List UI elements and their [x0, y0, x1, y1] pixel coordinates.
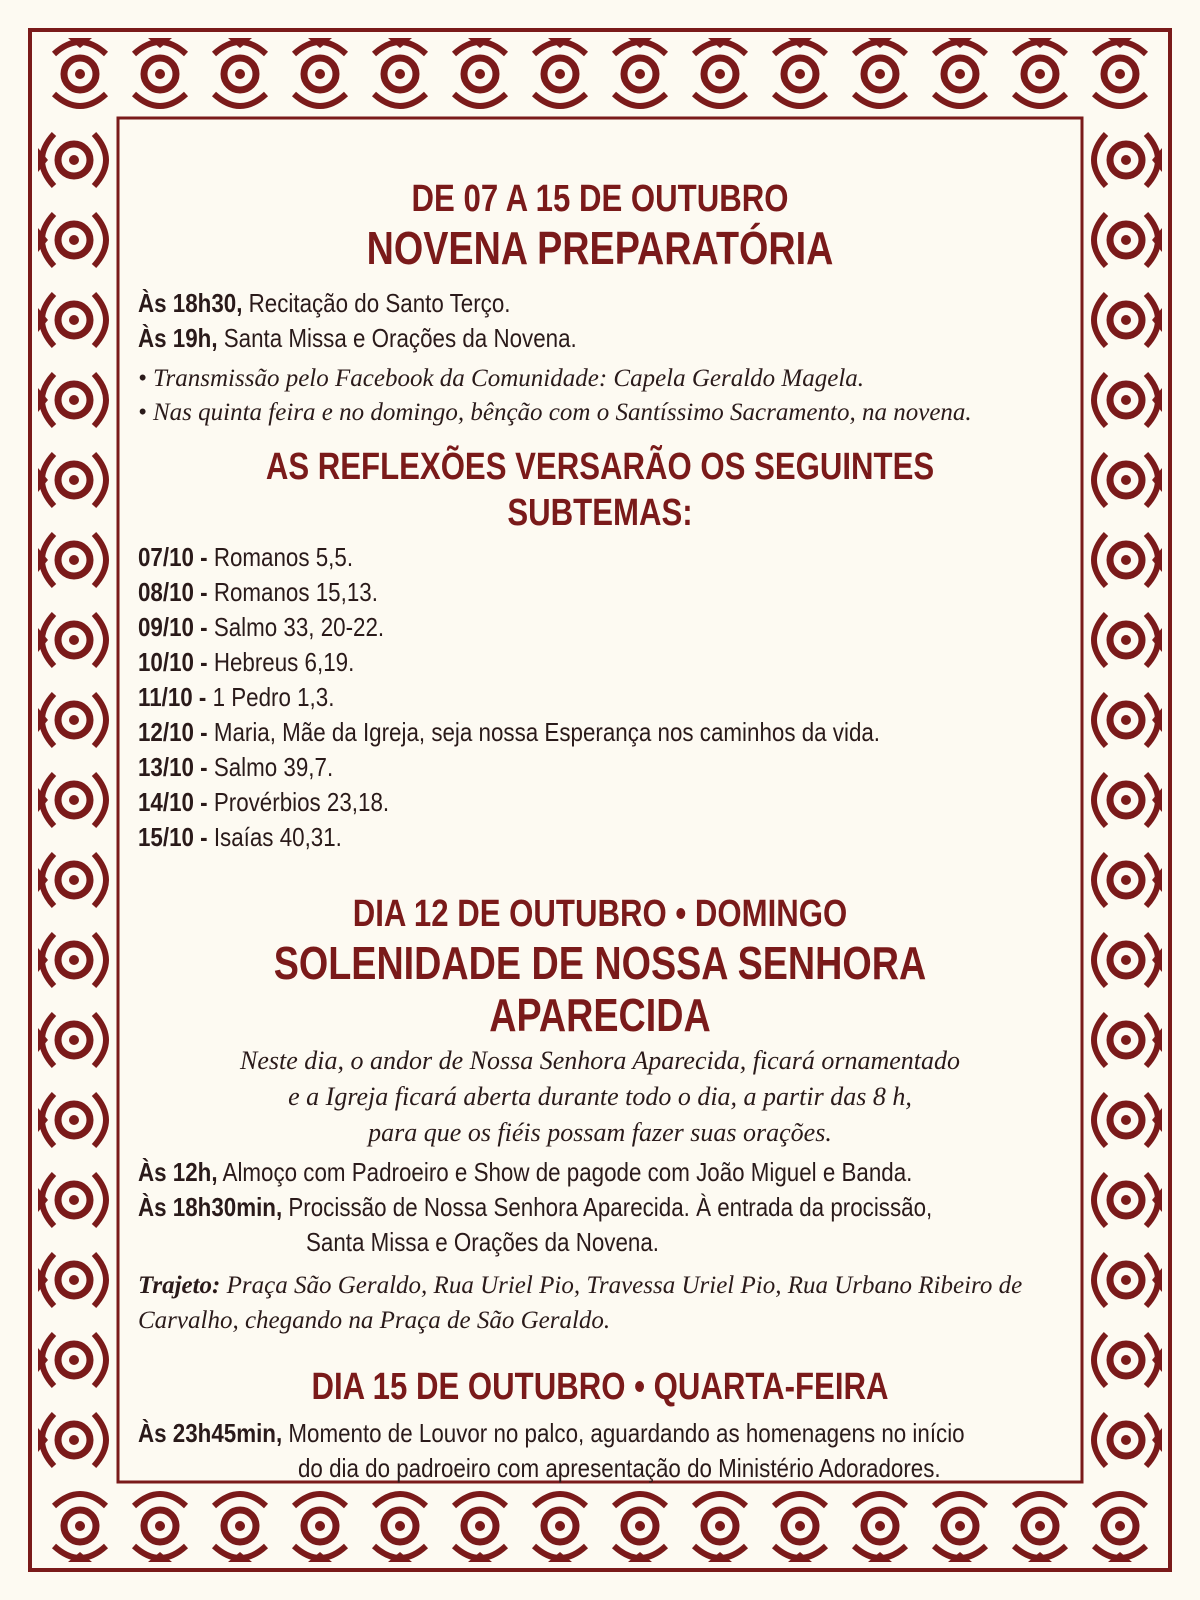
ornament-icon: [134, 1494, 186, 1562]
ornament-icon: [38, 1414, 106, 1466]
event-item-cont: Santa Missa e Orações da Novena.: [306, 1227, 659, 1257]
ornament-icon: [1094, 1494, 1146, 1562]
ornament-icon: [1094, 1094, 1162, 1146]
trajeto: Trajeto: Praça São Geraldo, Rua Uriel Pio, Travessa Uriel Pio, Rua Urbano Ribeiro de: [138, 1272, 1023, 1299]
description-line: para que os fiéis possam fazer suas orações.: [368, 1118, 832, 1147]
list-item: 09/10 - Salmo 33, 20-22.: [138, 612, 385, 642]
ornament-icon: [134, 38, 186, 106]
ornament-icon: [1094, 774, 1162, 826]
ornament-icon: [214, 1494, 266, 1562]
trajeto-cont: Carvalho, chegando na Praça de São Geraldo.: [138, 1307, 611, 1334]
ornament-icon: [1094, 454, 1162, 506]
list-item: 08/10 - Romanos 15,13.: [138, 577, 378, 607]
ornament-icon: [294, 1494, 346, 1562]
ornament-icon: [694, 1494, 746, 1562]
ornament-icon: [774, 38, 826, 106]
ornament-icon: [1094, 1414, 1162, 1466]
ornament-icon: [1094, 694, 1162, 746]
ornament-icon: [1094, 214, 1162, 266]
time-label: Às 18h30,: [138, 288, 243, 318]
list-item: 15/10 - Isaías 40,31.: [138, 822, 342, 852]
ornament-icon: [38, 774, 106, 826]
ornament-icon: [38, 294, 106, 346]
description-line: e a Igreja ficará aberta durante todo o dia, a partir das 8 h,: [288, 1082, 912, 1111]
ornament-icon: [38, 854, 106, 906]
ornament-icon: [54, 1494, 106, 1562]
ornament-icon: [54, 38, 106, 106]
ornament-icon: [38, 934, 106, 986]
ornament-icon: [38, 694, 106, 746]
ornament-icon: [1094, 934, 1162, 986]
ornament-icon: [614, 38, 666, 106]
novena-dates: DE 07 A 15 DE OUTUBRO: [411, 178, 789, 220]
ornament-icon: [694, 38, 746, 106]
ornament-icon: [1094, 854, 1162, 906]
event-item-cont: do dia do padroeiro com apresentação do Ministério Adoradores.: [298, 1453, 941, 1483]
ornament-icon: [38, 1254, 106, 1306]
ornament-icon: [774, 1494, 826, 1562]
list-item: 10/10 - Hebreus 6,19.: [138, 647, 355, 677]
ornament-icon: [1094, 1014, 1162, 1066]
ornament-icon: [534, 38, 586, 106]
reflexoes-list: [138, 540, 1062, 855]
ornament-icon: [294, 38, 346, 106]
ornament-icon: [38, 534, 106, 586]
ornament-icon: [38, 1094, 106, 1146]
ornament-icon: [1094, 1254, 1162, 1306]
ornament-icon: [1094, 1334, 1162, 1386]
novena-title: NOVENA PREPARATÓRIA: [366, 222, 834, 274]
ornament-icon: [38, 1174, 106, 1226]
ornament-icon: [534, 1494, 586, 1562]
list-item: 12/10 - Maria, Mãe da Igreja, seja nossa Esperança nos caminhos da vida.: [138, 717, 881, 747]
list-item: 11/10 - 1 Pedro 1,3.: [138, 682, 335, 712]
ornament-icon: [1094, 534, 1162, 586]
description-line: Neste dia, o andor de Nossa Senhora Aparecida, ficará ornamentado: [239, 1046, 960, 1075]
ornament-icon: [454, 1494, 506, 1562]
ornament-icon: [614, 1494, 666, 1562]
ornament-icon: [38, 374, 106, 426]
ornament-icon: [38, 134, 106, 186]
ornament-icon: [454, 38, 506, 106]
note: • Transmissão pelo Facebook da Comunidade: Capela Geraldo Magela.: [138, 365, 865, 392]
list-item: 07/10 - Romanos 5,5.: [138, 542, 354, 572]
ornament-icon: [854, 1494, 906, 1562]
novena-item: Às 19h, Santa Missa e Orações da Novena.: [138, 323, 577, 353]
ornament-icon: [38, 1334, 106, 1386]
time-label: Às 19h,: [138, 323, 218, 353]
ornament-icon: [854, 38, 906, 106]
ornament-icon: [214, 38, 266, 106]
novena-item: Às 18h30, Recitação do Santo Terço.: [138, 288, 511, 318]
ornament-icon: [934, 1494, 986, 1562]
ornament-icon: [1014, 1494, 1066, 1562]
ornament-icon: [1094, 614, 1162, 666]
ornament-icon: [374, 38, 426, 106]
event-item: Às 12h, Almoço com Padroeiro e Show de pagode com João Miguel e Banda.: [138, 1157, 913, 1187]
list-item: 13/10 - Salmo 39,7.: [138, 752, 334, 782]
ornament-icon: [934, 38, 986, 106]
ornament-icon: [1094, 294, 1162, 346]
list-item: 14/10 - Provérbios 23,18.: [138, 787, 390, 817]
ornament-icon: [38, 1014, 106, 1066]
program-content: [138, 170, 1062, 1486]
ornament-icon: [38, 614, 106, 666]
quarta-date: DIA 15 DE OUTUBRO • QUARTA-FEIRA: [311, 1366, 889, 1408]
ornament-icon: [1094, 374, 1162, 426]
note: • Nas quinta feira e no domingo, bênção com o Santíssimo Sacramento, na novena.: [138, 399, 972, 426]
ornament-icon: [1094, 38, 1146, 106]
event-item: Às 23h45min, Momento de Louvor no palco, aguardando as homenagens no início: [138, 1418, 965, 1448]
ornament-icon: [374, 1494, 426, 1562]
solenidade-title: SOLENIDADE DE NOSSA SENHORA APARECIDA: [273, 937, 927, 1041]
event-item: Às 18h30min, Procissão de Nossa Senhora Aparecida. À entrada da procissão,: [138, 1192, 933, 1222]
ornament-icon: [38, 214, 106, 266]
ornament-icon: [38, 454, 106, 506]
ornament-icon: [1094, 1174, 1162, 1226]
ornament-icon: [1014, 38, 1066, 106]
ornament-icon: [1094, 134, 1162, 186]
solenidade-date: DIA 12 DE OUTUBRO • DOMINGO: [352, 893, 848, 935]
reflexoes-title: AS REFLEXÕES VERSARÃO OS SEGUINTES SUBTEMAS:: [265, 446, 935, 534]
